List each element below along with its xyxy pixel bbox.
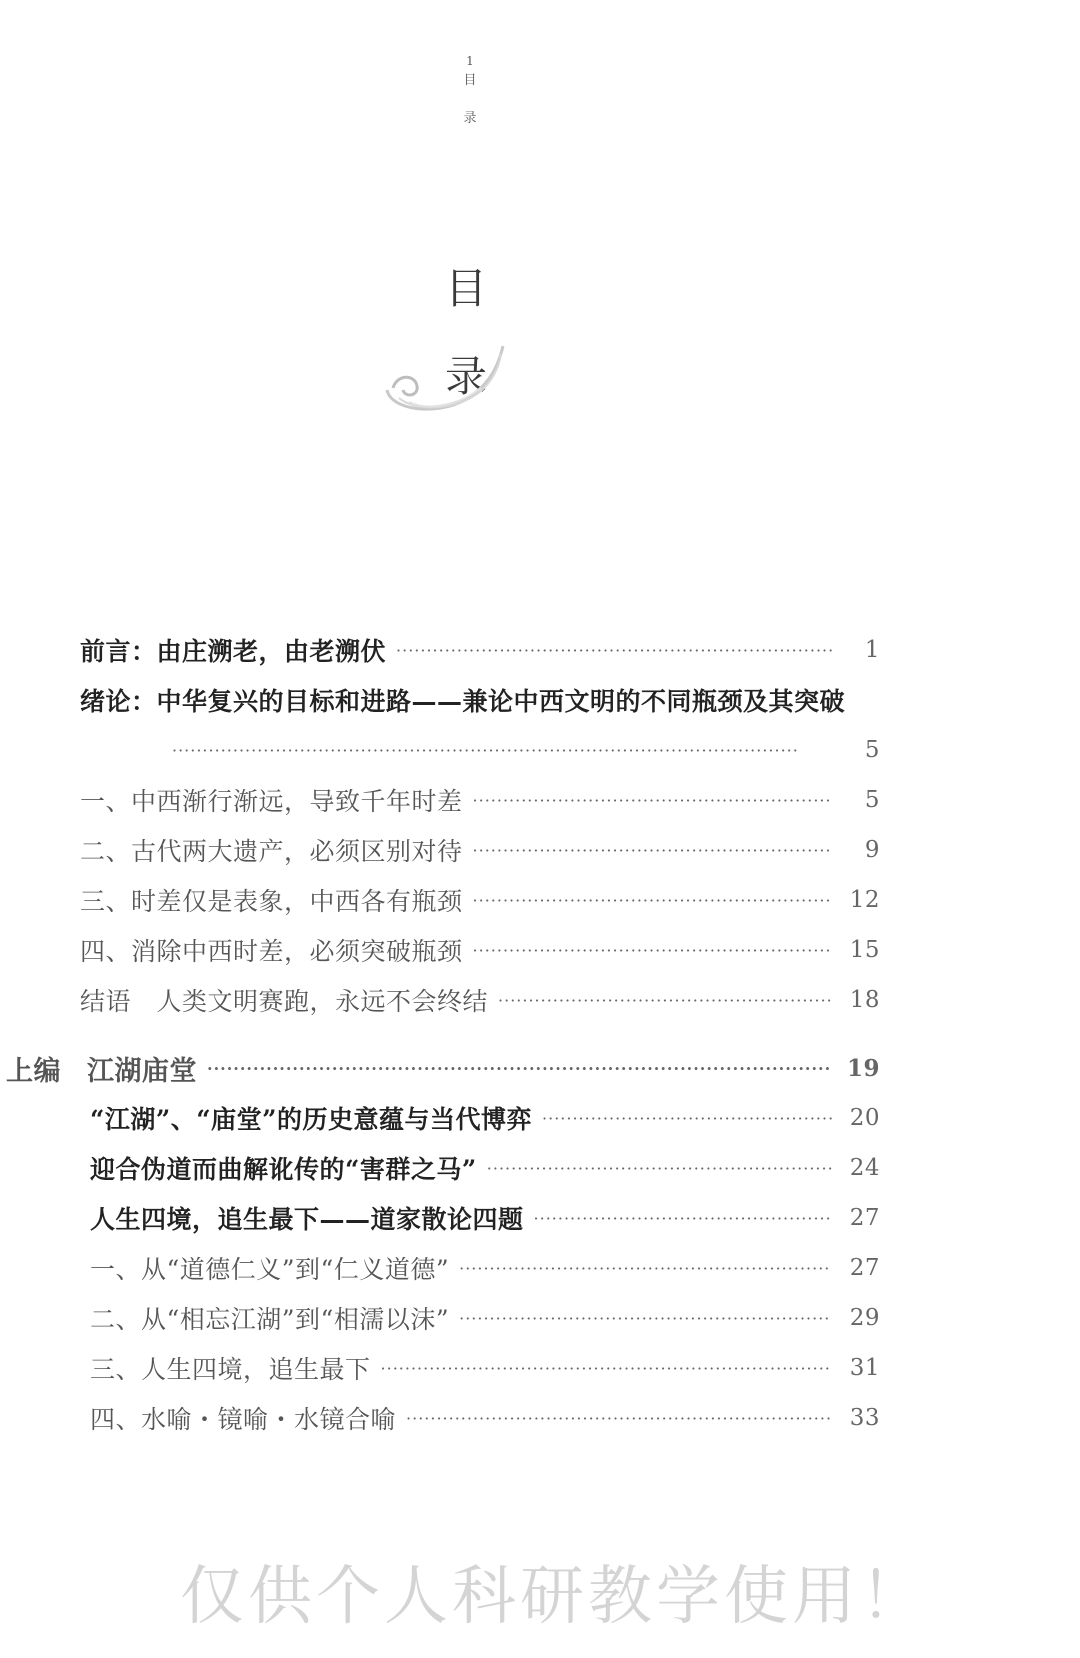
swirl-ornament-icon: [385, 340, 515, 420]
toc-entry-sub-2[interactable]: [90, 1298, 880, 1338]
toc-entry-label: 三、人生四境，追生最下: [90, 1355, 371, 1384]
leader-dots: [534, 1209, 832, 1228]
part-number: 上编: [6, 1055, 61, 1087]
leader-dots: [381, 1359, 832, 1378]
toc-entry-page: 18: [849, 987, 880, 1013]
toc-entry-intro-section-1[interactable]: [80, 780, 880, 820]
toc-entry-rensheng-sijing[interactable]: [90, 1198, 880, 1238]
toc-entry-label: 人生四境，追生最下——道家散论四题: [90, 1205, 524, 1234]
toc-entry-label: 迎合伪道而曲解讹传的“害群之马”: [90, 1155, 477, 1184]
toc-entry-page: 27: [849, 1205, 880, 1231]
leader-dots: [207, 1059, 832, 1078]
toc-entry-page: 29: [849, 1305, 880, 1331]
toc-entry-page: 5: [864, 787, 880, 813]
toc-entry-sub-1[interactable]: [90, 1248, 880, 1288]
toc-entry-label: 前言：由庄溯老，由老溯伏: [80, 637, 387, 666]
toc-entry-label: 二、古代两大遗产，必须区别对待: [80, 837, 463, 866]
toc-part-1-heading[interactable]: [6, 1048, 880, 1088]
toc-entry-label: 三、时差仅是表象，中西各有瓶颈: [80, 887, 463, 916]
leader-dots: [487, 1159, 832, 1178]
toc-entry-intro-section-3[interactable]: [80, 880, 880, 920]
toc-entry-haiqun-zhima[interactable]: [90, 1148, 880, 1188]
toc-entry-intro-section-2[interactable]: [80, 830, 880, 870]
toc-entry-page: 27: [849, 1255, 880, 1281]
toc-part-label: [6, 1049, 197, 1088]
running-header: [455, 52, 485, 130]
toc-entry-sub-4[interactable]: [90, 1398, 880, 1438]
running-title-char-1: 目: [463, 73, 477, 88]
leader-dots: [473, 941, 832, 960]
toc-entry-preface[interactable]: [80, 630, 880, 670]
toc-entry-page: 9: [864, 837, 880, 863]
toc-entry-sub-3[interactable]: [90, 1348, 880, 1388]
toc-entry-introduction[interactable]: [80, 680, 880, 720]
toc-entry-conclusion[interactable]: [80, 980, 880, 1020]
page-title-char-2: 录: [444, 352, 487, 401]
toc-entry-introduction-leader: [172, 730, 880, 770]
leader-dots: [459, 1309, 832, 1328]
toc-entry-page: 31: [849, 1355, 880, 1381]
toc-entry-page: 1: [864, 637, 880, 663]
toc-entry-label: 四、水喻・镜喻・水镜合喻: [90, 1405, 397, 1434]
toc-entry-page: 15: [849, 937, 880, 963]
leader-dots: [459, 1259, 832, 1278]
leader-dots: [473, 791, 832, 810]
toc-entry-label: “江湖”、“庙堂”的历史意蕴与当代博弈: [90, 1105, 533, 1134]
part-title: 江湖庙堂: [87, 1055, 197, 1087]
leader-dots: [172, 741, 832, 760]
leader-dots: [498, 991, 832, 1010]
toc-entry-label: 四、消除中西时差，必须突破瓶颈: [80, 937, 463, 966]
toc-entry-label: 结语 人类文明赛跑，永远不会终结: [80, 987, 489, 1016]
toc-entry-page: 33: [849, 1405, 880, 1431]
page-number: 1: [466, 54, 474, 68]
watermark-text: 仅供个人科研教学使用！: [180, 1560, 928, 1634]
toc-entry-label: 二、从“相忘江湖”到“相濡以沫”: [90, 1305, 450, 1334]
page-title-char-1: 目: [444, 264, 487, 313]
toc-entry-label: 一、中西渐行渐远，导致千年时差: [80, 787, 463, 816]
leader-dots: [396, 641, 832, 660]
toc-entry-page: 12: [849, 887, 880, 913]
toc-entry-label: 绪论：中华复兴的目标和进路——兼论中西文明的不同瓶颈及其突破: [80, 687, 846, 716]
leader-dots: [406, 1409, 832, 1428]
leader-dots: [542, 1109, 832, 1128]
toc-entry-label: 一、从“道德仁义”到“仁义道德”: [90, 1255, 450, 1284]
toc-entry-page: 5: [864, 737, 880, 763]
toc-entry-page: 20: [849, 1105, 880, 1131]
toc-entry-intro-section-4[interactable]: [80, 930, 880, 970]
running-title-char-2: 录: [463, 111, 477, 126]
leader-dots: [473, 891, 832, 910]
toc-entry-page: 24: [849, 1155, 880, 1181]
toc-entry-jianghu-miaotang[interactable]: [90, 1098, 880, 1138]
toc-entry-page: 19: [846, 1054, 880, 1082]
leader-dots: [473, 841, 832, 860]
